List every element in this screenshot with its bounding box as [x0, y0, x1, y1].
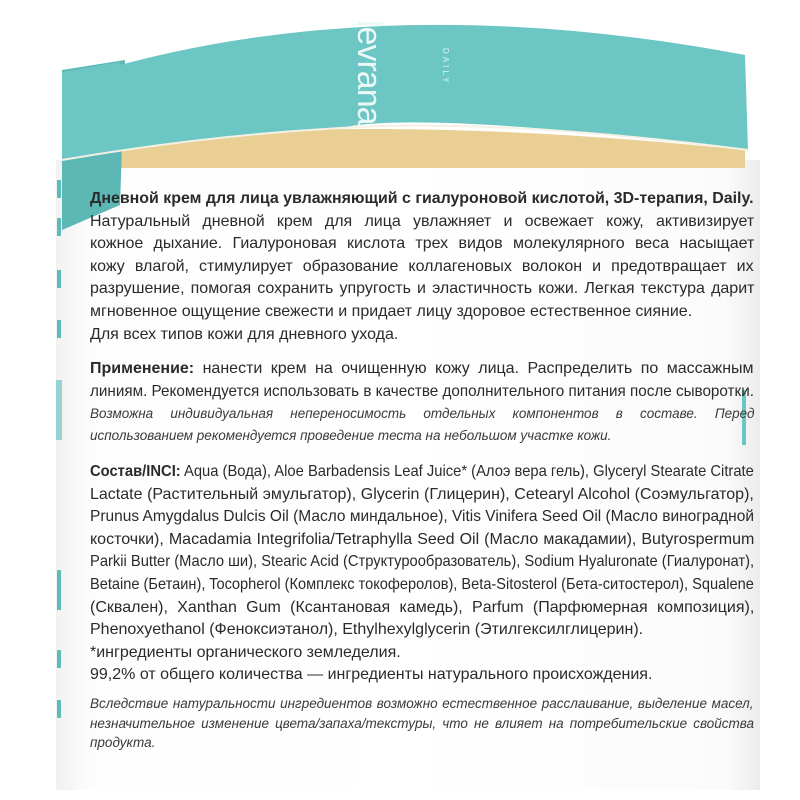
ingredients-line: (Сквален), Xanthan Gum (Ксантановая камедь), Parfum (Парфюмерная композиция),	[90, 598, 755, 616]
left-stripe	[57, 218, 61, 236]
usage-line: линиям. Рекомендуется использовать в качестве дополнительного питания после сыворотки.	[90, 382, 754, 400]
left-stripe	[57, 700, 61, 718]
disclaimer-line: продукта.	[90, 735, 156, 750]
ingredients-block	[90, 461, 754, 687]
ingredients-line: Parkii Butter (Масло ши), Stearic Acid (Структурообразователь), Sodium Hyaluronate (Гиалуронат),	[90, 553, 755, 571]
ingredients-line: Betaine (Бетаин), Tocopherol (Комплекс токоферолов), Beta-Sitosterol (Бета-ситостерол), Squalene	[90, 575, 754, 593]
description-line: кожное дыхание. Гиалуроновая кислота трех видов молекулярного веса насыщает	[90, 235, 755, 253]
description-block	[90, 188, 754, 346]
description-line: мгновенное ощущение свежести и придает лицу здоровое естественное сияние.	[90, 302, 693, 320]
brand-line: DAILY	[441, 48, 450, 86]
left-stripe	[57, 320, 61, 338]
natural-origin-note: 99,2% от общего количества — ингредиенты натурального происхождения.	[90, 666, 653, 684]
organic-footnote: *ингредиенты органического земледелия.	[90, 643, 401, 661]
brand-logo: levrana	[350, 20, 388, 125]
description-line: Для всех типов кожи для дневного ухода.	[90, 325, 399, 343]
disclaimer-line: незначительное изменение цвета/запаха/текстуры, что не влияет на потребительские свойства	[90, 715, 754, 731]
product-title: Дневной крем для лица увлажняющий с гиалуроновой кислотой, 3D-терапия, Daily.	[90, 190, 754, 207]
ingredients-line: косточки), Macadamia Integrifolia/Tetraphylla Seed Oil (Масло макадамии), Butyrospermum	[90, 530, 755, 548]
ingredients-text: Aqua (Вода), Aloe Barbadensis Leaf Juice* (Алоэ вера гель), Glyceryl Stearate Citrate	[183, 463, 754, 480]
ingredients-line	[90, 461, 754, 484]
ingredients-label: Состав/INCI:	[90, 463, 181, 480]
left-stripe	[57, 180, 61, 198]
left-stripe	[57, 570, 61, 610]
usage-label: Применение:	[90, 360, 195, 377]
left-stripe	[56, 380, 62, 440]
ingredients-line: Prunus Amygdalus Dulcis Oil (Масло миндальное), Vitis Vinifera Seed Oil (Масло виноградной	[90, 508, 754, 526]
ingredients-line: Phenoxyethanol (Феноксиэтанол), Ethylhexylglycerin (Этилгексилглицерин).	[90, 621, 644, 639]
left-stripe	[57, 650, 61, 668]
description-line: кожу влагой, стимулирует образование коллагеновых волокон и предотвращает их	[90, 257, 754, 275]
warning-line: использованием рекомендуется проведение теста на небольшом участке кожи.	[90, 427, 612, 443]
ingredients-line: Lactate (Растительный эмульгатор), Glycerin (Глицерин), Cetearyl Alcohol (Соэмульгатор),	[90, 485, 754, 503]
usage-block	[90, 358, 754, 446]
usage-text: нанести крем на очищенную кожу лица. Распределить по массажным	[202, 360, 754, 377]
disclaimer-block	[90, 694, 754, 753]
usage-line	[90, 358, 754, 381]
warning-line: Возможна индивидуальная непереносимость отдельных компонентов в составе. Перед	[90, 406, 755, 422]
description-line: разрушение, помогая сохранить упругость и эластичность кожи. Легкая текстура дарит	[90, 280, 755, 298]
disclaimer-line: Вследствие натуральности ингредиентов возможно естественное расслаивание, выделение масел,	[90, 696, 754, 711]
description-line: Натуральный дневной крем для лица увлажняет и освежает кожу, активизирует	[90, 212, 755, 230]
left-stripe	[57, 270, 61, 288]
